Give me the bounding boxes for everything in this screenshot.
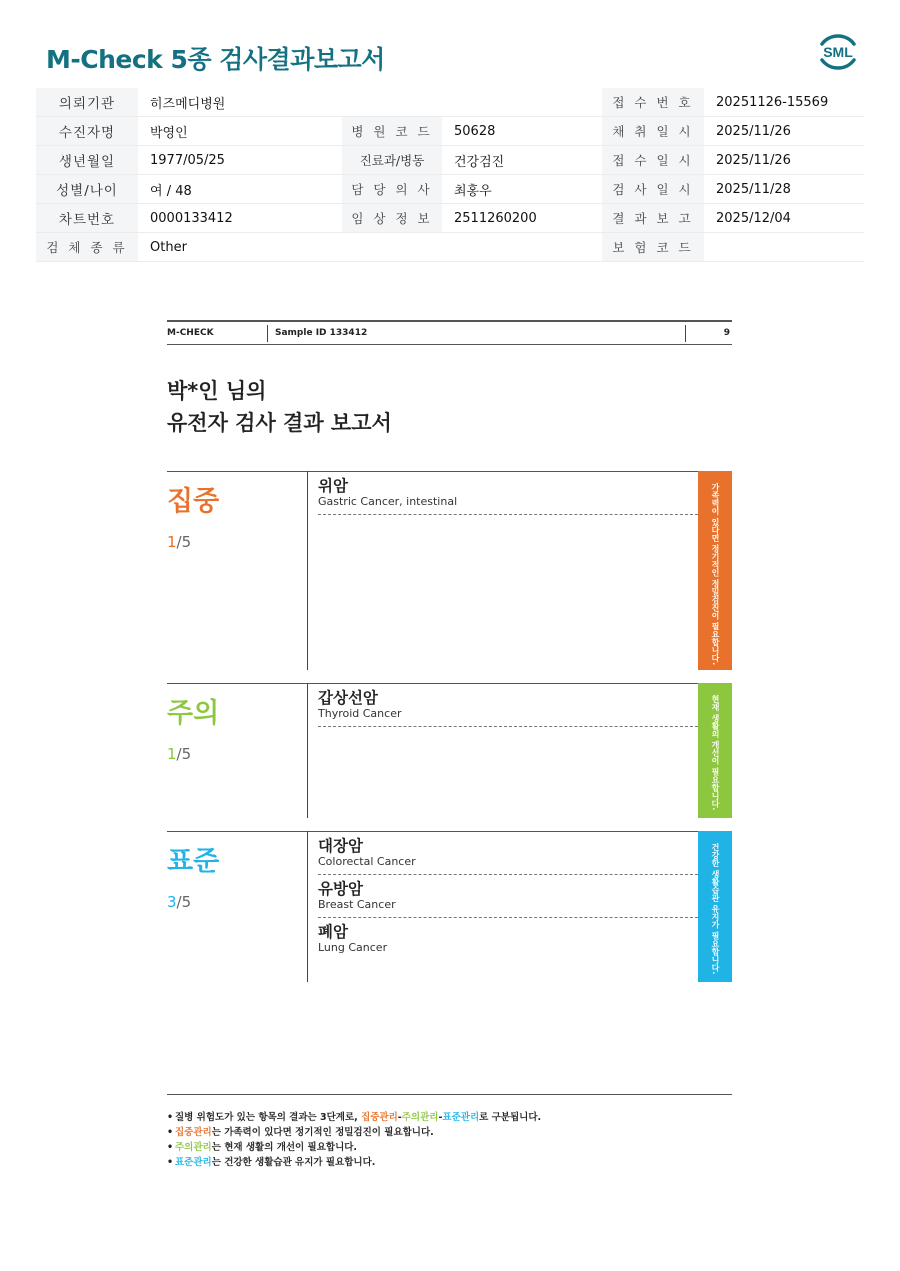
cancer-name-ko: 위암	[318, 477, 348, 495]
section-count: 1/5	[167, 745, 192, 763]
label-receipt-no: 접 수 번 호	[602, 88, 704, 117]
value-hospital-code: 50628	[442, 117, 602, 146]
patient-info-table	[36, 88, 864, 262]
info-row	[36, 146, 864, 175]
sample-id: Sample ID 133412	[275, 328, 368, 338]
label-clinical-info: 임 상 정 보	[342, 204, 442, 233]
list-item	[318, 477, 698, 509]
risk-section-focus	[167, 471, 732, 670]
label-receipt-date: 접 수 일 시	[602, 146, 704, 175]
header-separator	[267, 325, 268, 342]
section-side-text: 현재 생활의 개선이 필요합니다.	[711, 695, 720, 811]
header-separator	[685, 325, 686, 342]
report-headline	[167, 375, 392, 439]
risk-section-standard	[167, 831, 732, 982]
label-specimen-type: 검 체 종 류	[36, 233, 138, 262]
value-test-date: 2025/11/28	[704, 175, 864, 204]
cancer-name-en: Gastric Cancer, intestinal	[318, 495, 458, 508]
report-brand: M-CHECK	[167, 328, 214, 338]
section-side-bar	[698, 831, 732, 982]
label-test-date: 검 사 일 시	[602, 175, 704, 204]
label-requester: 의뢰기관	[36, 88, 138, 117]
cancer-name-ko: 대장암	[318, 837, 363, 855]
label-birthdate: 생년월일	[36, 146, 138, 175]
list-item	[318, 689, 698, 721]
section-side-bar	[698, 683, 732, 818]
value-specimen-type: Other	[138, 233, 342, 262]
value-department: 건강검진	[442, 146, 602, 175]
section-count: 3/5	[167, 893, 192, 911]
headline-title: 유전자 검사 결과 보고서	[167, 411, 392, 435]
label-chart-no: 차트번호	[36, 204, 138, 233]
label-hospital-code: 병 원 코 드	[342, 117, 442, 146]
label-result-date: 결 과 보 고	[602, 204, 704, 233]
risk-section-caution	[167, 683, 732, 818]
footer-rule	[167, 1094, 732, 1095]
value-receipt-date: 2025/11/26	[704, 146, 864, 175]
section-count: 1/5	[167, 533, 192, 551]
value-patient-name: 박영인	[138, 117, 342, 146]
sml-logo	[814, 28, 862, 76]
cancer-name-en: Lung Cancer	[318, 941, 388, 954]
cancer-name-ko: 폐암	[318, 923, 348, 941]
value-clinical-info: 2511260200	[442, 204, 602, 233]
headline-name: 박*인 님의	[167, 379, 267, 403]
value-sex-age: 여 / 48	[138, 175, 342, 204]
cancer-name-en: Colorectal Cancer	[318, 855, 416, 868]
header-rule	[167, 320, 732, 322]
footnote: • 집중관리는 가족력이 있다면 정기적인 정밀검진이 필요합니다.	[167, 1127, 434, 1138]
cancer-name-ko: 유방암	[318, 880, 363, 898]
value-receipt-no: 20251126-15569	[704, 88, 864, 117]
info-row	[36, 117, 864, 146]
label-collection-date: 채 취 일 시	[602, 117, 704, 146]
section-title: 주의	[167, 698, 220, 729]
label-sex-age: 성별/나이	[36, 175, 138, 204]
cancer-name-ko: 갑상선암	[318, 689, 378, 707]
report-title: M-Check 5종 검사결과보고서	[46, 45, 385, 74]
value-requester: 히즈메디병원	[138, 88, 342, 117]
value-doctor: 최홍우	[442, 175, 602, 204]
section-side-bar	[698, 471, 732, 670]
cancer-name-en: Breast Cancer	[318, 898, 396, 911]
cancer-name-en: Thyroid Cancer	[318, 707, 402, 720]
footnotes	[167, 1110, 541, 1170]
info-row	[36, 175, 864, 204]
footnote: • 표준관리는 건강한 생활습관 유지가 필요합니다.	[167, 1157, 376, 1168]
page-number: 9	[723, 328, 730, 338]
header-rule	[167, 344, 732, 345]
value-collection-date: 2025/11/26	[704, 117, 864, 146]
label-patient-name: 수진자명	[36, 117, 138, 146]
value-insurance-code	[704, 233, 864, 262]
footnote: • 주의관리는 현재 생활의 개선이 필요합니다.	[167, 1142, 358, 1153]
value-result-date: 2025/12/04	[704, 204, 864, 233]
value-birthdate: 1977/05/25	[138, 146, 342, 175]
list-item	[318, 837, 698, 869]
section-title: 표준	[167, 846, 220, 877]
info-row	[36, 204, 864, 233]
logo-text: SML	[823, 44, 853, 60]
section-side-text: 가족력이 있다면 정기적인 정밀검진이 필요합니다.	[711, 483, 720, 666]
value-chart-no: 0000133412	[138, 204, 342, 233]
footnote: • 질병 위험도가 있는 항목의 결과는 3단계로, 집중관리-주의관리-표준관리로 구분됩니다.	[167, 1112, 542, 1123]
section-side-text: 건강한 생활습관 유지가 필요합니다.	[711, 843, 720, 975]
section-title: 집중	[167, 486, 220, 517]
label-insurance-code: 보 험 코 드	[602, 233, 704, 262]
list-item	[318, 923, 698, 955]
info-row	[36, 88, 864, 117]
label-doctor: 담 당 의 사	[342, 175, 442, 204]
label-department: 진료과/병동	[342, 146, 442, 175]
info-row	[36, 233, 864, 262]
list-item	[318, 880, 698, 912]
